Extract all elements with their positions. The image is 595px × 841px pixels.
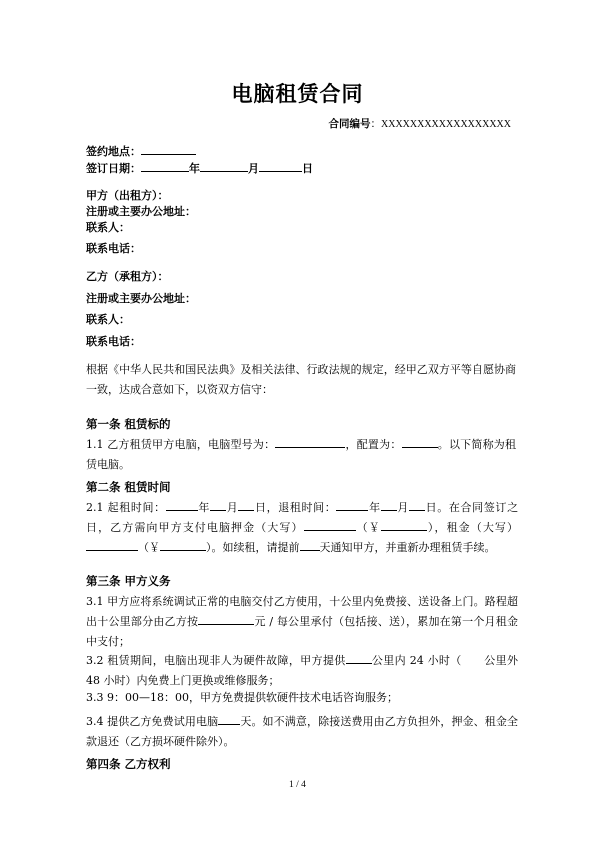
article-1-paragraph-1 [86,435,516,475]
start-day-blank [238,498,254,511]
article-3-paragraph-3: 3.3 9：00—18：00，甲方免费提供软硬件技术电话咨询服务； [86,691,398,704]
deposit-yen-open: （￥ [355,521,381,534]
sign-date-label: 签订日期： [86,162,141,175]
sign-year-unit: 年 [189,162,200,175]
contract-number-value: XXXXXXXXXXXXXXXXXX [381,119,511,130]
rent-amount-blank [160,538,206,551]
art1-text-a: 1.1 乙方租赁甲方电脑，电脑型号为： [86,438,276,451]
sign-day-unit: 日 [302,162,313,175]
start-year-unit: 年 [197,501,211,514]
party-b-address: 注册或主要办公地址： [86,292,196,305]
start-month-blank [210,498,226,511]
sign-place-blank [141,142,196,155]
model-blank [275,435,345,448]
end-day-blank [409,498,425,511]
art3-p1-text-a: 3.1 甲方应将系统调试正常的电脑交付乙方使用，十公里内免费接、送设备上门。路程超出十公里部分由乙方按 [86,595,518,628]
art3-p4-text-b: 天。如不满意，除接送费用由乙方负担外，押金、租金全款退还（乙方损坏硬件除外）。 [86,715,518,748]
notice-days-blank [300,538,320,551]
sign-month-unit: 月 [248,162,259,175]
per-km-fee-blank [198,612,254,625]
art3-p2-text-b: 公里内 24 小时（ 公里外 48 小时）内免费上门更换或维修服务； [86,654,518,687]
article-1-heading: 第一条 租赁标的 [86,417,171,431]
article-3-heading: 第三条 甲方义务 [86,574,171,588]
art3-p2-text-a: 3.2 租赁期间，电脑出现非人为硬件故障，甲方提供 [86,654,346,667]
start-year-blank [166,498,198,511]
sign-day-blank [259,159,302,172]
contract-number-colon: ： [370,118,381,130]
article-3-paragraph-1 [86,592,518,652]
end-year-blank [336,498,368,511]
page-number: 1 / 4 [289,780,306,790]
start-month-unit: 月 [226,501,239,514]
party-b-title: 乙方（承租方）： [86,270,169,283]
service-km-blank [346,651,372,664]
party-b-phone: 联系电话： [86,335,141,348]
sign-place-line [86,142,196,159]
sign-month-blank [200,159,248,172]
article-4-heading: 第四条 乙方权利 [86,757,171,771]
sign-date-line [86,159,313,176]
end-year-unit: 年 [368,501,381,514]
sign-year-blank [141,159,189,172]
rent-text: ），租金（大写） [426,521,519,534]
deposit-text: 日。在合同签订之日，乙方需向甲方支付电脑押金（大写） [86,501,519,534]
rent-words-blank [86,538,138,551]
config-blank [402,435,438,448]
end-label: 日，退租时间： [254,501,337,514]
art3-p1-text-b: 元 / 每公里承付（包括接、送），累加在第一个月租金中支付； [86,615,519,648]
contract-number [329,116,512,131]
art1-text-c: 。以下简称为租赁电脑。 [86,438,517,471]
article-3-paragraph-4 [86,712,518,752]
party-a-contact: 联系人： [86,221,130,234]
party-a-phone: 联系电话： [86,242,141,255]
party-a-title: 甲方（出租方）： [86,189,169,202]
intro-paragraph: 根据《中华人民共和国民法典》及相关法律、行政法规的规定，经甲乙双方平等自愿协商一致，达成合意如下，以资双方信守： [86,363,516,396]
sign-place-label: 签约地点： [86,145,141,158]
art1-text-b: ，配置为： [345,438,402,451]
notice-text: 天通知甲方，并重新办理租赁手续。 [319,541,496,554]
art3-p4-text-a: 3.4 提供乙方免费试用电脑 [86,715,219,728]
party-b-contact: 联系人： [86,313,130,326]
document-title: 电脑租赁合同 [231,82,364,106]
party-a-address: 注册或主要办公地址： [86,205,196,218]
article-2-paragraph-1 [86,498,518,558]
art2-start-label: 2.1 起租时间： [86,501,166,514]
end-month-blank [381,498,397,511]
deposit-amount-blank [381,518,427,531]
contract-number-label: 合同编号 [328,118,371,130]
trial-days-blank [218,712,240,725]
end-month-unit: 月 [396,501,409,514]
article-3-paragraph-2 [86,651,518,691]
renew-text: ）。如续租，请提前 [206,541,300,554]
article-2-heading: 第二条 租赁时间 [86,480,171,494]
rent-yen-open: （￥ [138,541,160,554]
deposit-words-blank [304,518,356,531]
